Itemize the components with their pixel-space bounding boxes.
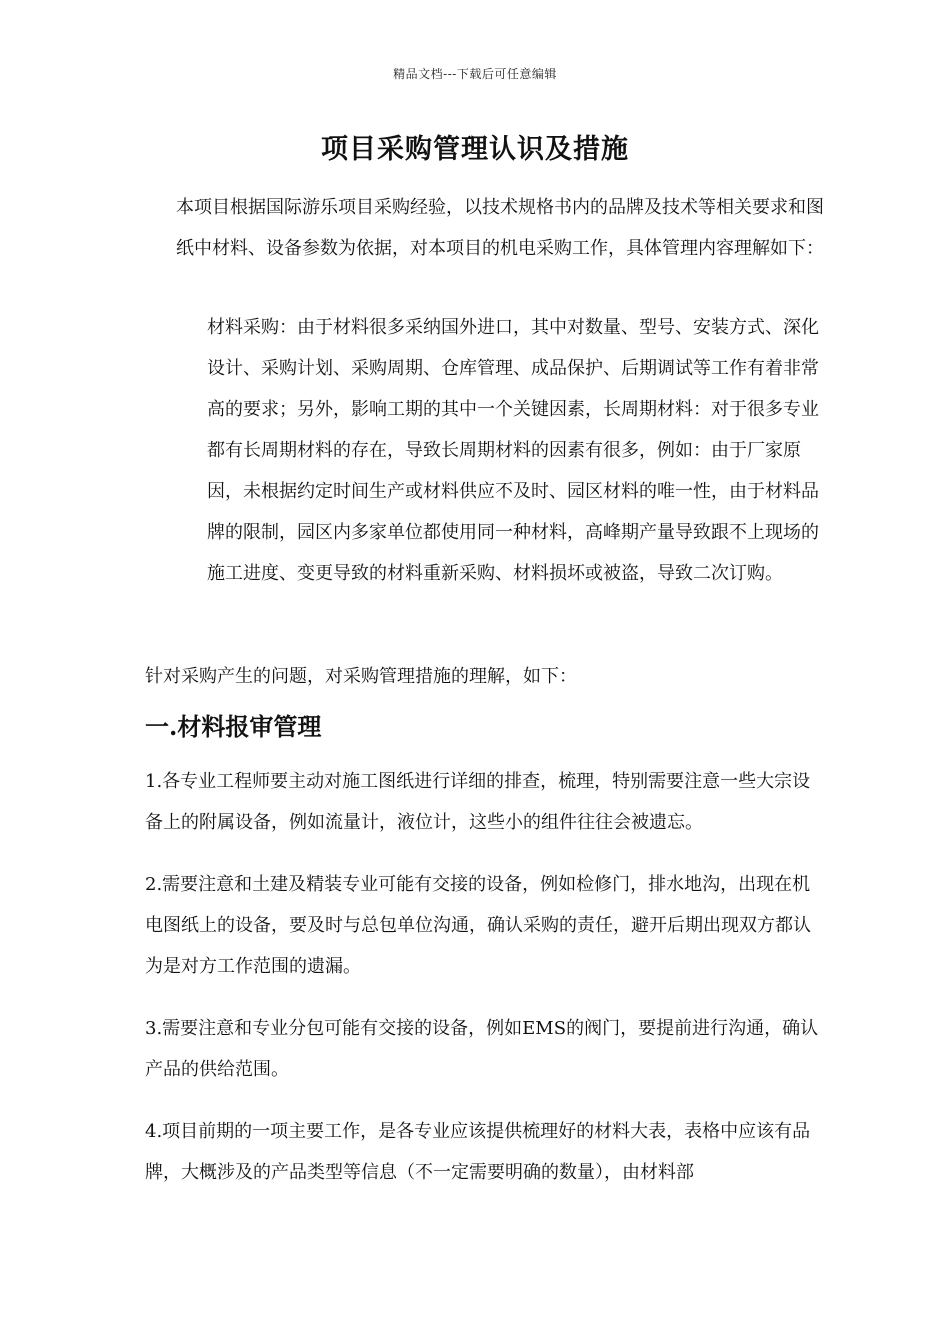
section-heading: 一.材料报审管理 bbox=[145, 712, 322, 741]
list-item: 3.需要注意和专业分包可能有交接的设备，例如EMS的阀门，要提前进行沟通，确认产品的供给范围。 bbox=[145, 1018, 819, 1080]
list-item: 1.各专业工程师要主动对施工图纸进行详细的排查，梳理，特别需要注意一些大宗设备上的附属设备，例如流量计，液位计，这些小的组件往往会被遗忘。 bbox=[145, 771, 811, 833]
material-procurement-paragraph: 材料采购：由于材料很多采纳国外进口，其中对数量、型号、安装方式、深化设计、采购计划、采购周期、仓库管理、成品保护、后期调试等工作有着非常高的要求；另外，影响工期的其中一个关键因素，长周期材料：对于很多专业都有长周期材料的存在，导致长周期材料的因素有很多，例如：由于厂家原因，未根据约定时间生产或材料供应不及时、园区材料的唯一性，由于材料品牌的限制，园区内多家单位都使用同一种材料，高峰期产量导致跟不上现场的施工进度、变更导致的材料重新采购、材料损坏或被盗，导致二次订购。 bbox=[207, 317, 819, 584]
lead-paragraph: 针对采购产生的问题，对采购管理措施的理解，如下： bbox=[145, 666, 577, 687]
list-item: 4.项目前期的一项主要工作，是各专业应该提供梳理好的材料大表，表格中应该有品牌，大概涉及的产品类型等信息（不一定需要明确的数量），由材料部 bbox=[145, 1121, 811, 1183]
intro-paragraph: 本项目根据国际游乐项目采购经验，以技术规格书内的品牌及技术等相关要求和图纸中材料、设备参数为依据，对本项目的机电采购工作，具体管理内容理解如下： bbox=[176, 197, 824, 259]
page-header: 精品文档---下载后可任意编辑 bbox=[393, 67, 557, 81]
list-item: 2.需要注意和土建及精装专业可能有交接的设备，例如检修门，排水地沟，出现在机电图纸上的设备，要及时与总包单位沟通，确认采购的责任，避开后期出现双方都认为是对方工作范围的遗漏。 bbox=[145, 874, 811, 977]
document-title: 项目采购管理认识及措施 bbox=[321, 134, 629, 165]
